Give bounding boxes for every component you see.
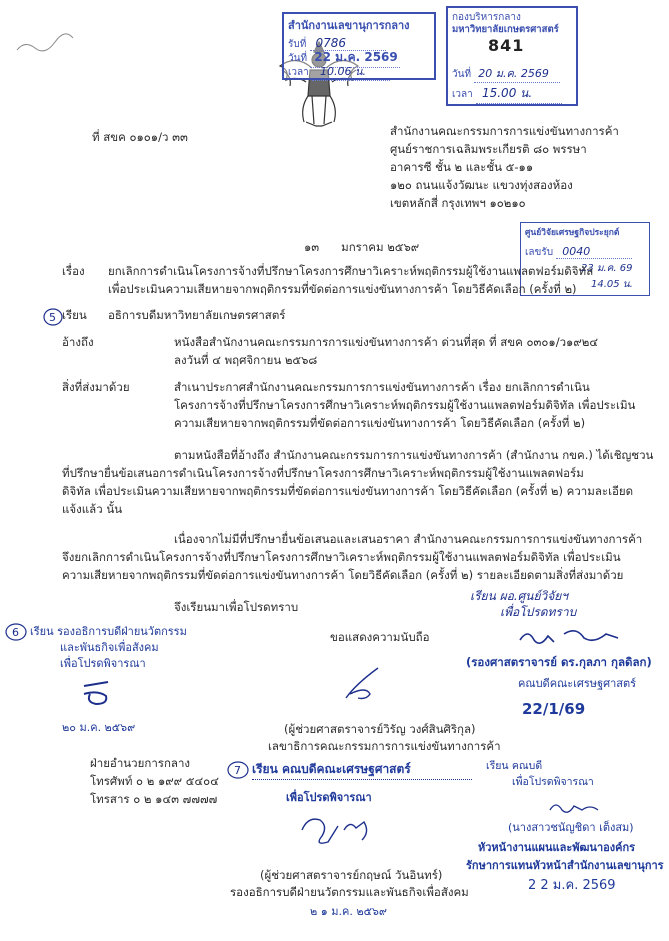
paragraph-1-line-4: แจ้งแล้ว นั้น [62,502,123,516]
circled-number-7-icon [226,760,250,780]
circled-number-5-icon [42,306,64,328]
to-label: เรียน [62,308,87,322]
initials-signature-icon [78,676,118,710]
stamp-date: 20 ม.ค. 2569 [474,64,560,83]
handwritten-note-research-director: เรียน ผอ.ศูนย์วิจัยฯ เพื่อโปรดทราบ [470,589,577,619]
admin-signature-icon [546,796,606,818]
received-stamp-admin-division [446,6,578,106]
stamp-time: 10.06 น. [312,62,390,81]
stamp-receive-no: 0786 [310,36,386,51]
vp-signature-icon [298,806,388,850]
dean-title: คณบดีคณะเศรษฐศาสตร์ [518,677,637,690]
subject-label: เรื่อง [62,264,85,278]
vp-to-dean-note: เรียน คณบดีคณะเศรษฐศาสตร์ [252,760,472,780]
paragraph-1-line-1: ตามหนังสือที่อ้างถึง สำนักงานคณะกรรมการการแข่งขันทางการค้า (สำนักงาน กขค.) ได้เชิญชวน [174,448,654,462]
paragraph-1-line-2: ที่ปรึกษายื่นข้อเสนอการดำเนินโครงการจ้างที่ปรึกษาโครงการศึกษาวิเคราะห์พฤติกรรมผู้ใช้งานแพลตฟอร์ม [62,466,584,480]
vp-date: ๒ ๑ ม.ค. ๒๕๖๙ [310,905,387,918]
vp-name: (ผู้ช่วยศาสตราจารย์กฤษณ์ วันอินทร์) [260,868,443,882]
reference-line-2: ลงวันที่ ๔ พฤศจิกายน ๒๕๖๘ [174,353,318,367]
stamp-title: กองบริหารกลาง [452,12,521,23]
admin-title-2: รักษาการแทนหัวหน้าสำนักงานเลขานุการ [466,859,664,872]
stamp-date: 23 ม.ค. 69 [581,263,633,274]
paragraph-2-line-3: ความเสียหายจากพฤติกรรมที่ขัดต่อการแข่งขันทางการค้า โดยวิธีคัดเลือก (ครั้งที่ ๒) รายละเอียดตามสิ่งที่ส่งมาด้วย [62,568,624,582]
subject-line-1: ยกเลิกการดำเนินโครงการจ้างที่ปรึกษาโครงการศึกษาวิเคราะห์พฤติกรรมผู้ใช้งานแพลตฟอร์มดิจิทัล [108,264,594,278]
enclosure-line-2: โครงการจ้างที่ปรึกษาโครงการศึกษาวิเคราะห์พฤติกรรมผู้ใช้งานแพลตฟอร์มดิจิทัล เพื่อประเมิน [174,398,636,412]
circled-number-6-icon [4,622,28,642]
stamp-receive-row: รับที่ 0786 [288,36,386,52]
vp-routing-date: ๒๐ ม.ค. ๒๕๖๙ [62,721,136,734]
closing-line: จึงเรียนมาเพื่อโปรดทราบ [174,600,299,614]
stamp-title: สำนักงานเลขานุการกลาง [288,19,410,32]
vp-purpose: เพื่อโปรดพิจารณา [286,791,372,804]
admin-routing-note: เรียน คณบดี เพื่อโปรดพิจารณา [486,760,594,788]
stamp-time: 15.00 น. [476,84,562,104]
admin-name: (นางสาวชนัญชิดา เต็งสม) [508,821,634,834]
reference-line-1: หนังสือสำนักงานคณะกรรมการการแข่งขันทางการค้า ด่วนที่สุด ที่ สขค ๐๓๐๑/ว๑๙๒๔ [174,335,599,349]
office-address: สำนักงานคณะกรรมการการแข่งขันทางการค้า ศูนย์ราชการเฉลิมพระเกียรติ ๘๐ พรรษา อาคารซี ชั้น ๒ และชั้น ๕-๑๑ ๑๒๐ ถนนแจ้งวัฒนะ แขวงทุ่งสองห้อง เขตหลักสี่ กรุงเทพฯ ๑๐๒๑๐ [390,124,619,210]
received-stamp-central-office [282,12,436,80]
dean-signature-icon [514,622,624,652]
dean-name: (รองศาสตราจารย์ ดร.กุลภา กุลดิลก) [466,655,652,669]
stamp-subtitle: มหาวิทยาลัยเกษตรศาสตร์ [452,24,559,35]
letter-date: ๑๓ มกราคม ๒๕๖๙ [304,240,420,254]
svg-text:6: 6 [12,626,19,639]
fax-number: โทรสาร ๐ ๒ ๑๔๓ ๗๗๗๗ [90,792,218,806]
secretary-general-signature-icon [336,664,392,708]
paragraph-1-line-3: ดิจิทัล เพื่อประเมินความเสียหายจากพฤติกรรมที่ขัดต่อการแข่งขันทางการค้า โดยวิธีคัดเลือก (ครั้งที่ ๒) ความละเอียด [62,484,634,498]
enclosure-line-3: ความเสียหายจากพฤติกรรมที่ขัดต่อการแข่งขันทางการค้า โดยวิธีคัดเลือก (ครั้งที่ ๒) [174,416,586,430]
admin-title-1: หัวหน้างานแผนและพัฒนาองค์กร [478,841,636,854]
to-recipient: อธิการบดีมหาวิทยาลัยเกษตรศาสตร์ [108,308,286,322]
scribble-mark [15,30,75,55]
svg-text:5: 5 [49,311,56,324]
stamp-time-row: เวลา 15.00 น. [452,84,562,104]
department-name: ฝ่ายอำนวยการกลาง [90,756,191,770]
paragraph-2-line-2: จึงยกเลิกการดำเนินโครงการจ้างที่ปรึกษาโครงการศึกษาวิเคราะห์พฤติกรรมผู้ใช้งานแพลตฟอร์มดิจิทัล เพื่อประเมิน [62,550,621,564]
stamp-receive-no: 0040 [556,245,632,259]
stamp-title: ศูนย์วิจัยเศรษฐกิจประยุกต์ [525,228,620,238]
regards-text: ขอแสดงความนับถือ [330,630,430,644]
enclosure-line-1: สำเนาประกาศสำนักงานคณะกรรมการการแข่งขันทางการค้า เรื่อง ยกเลิกการดำเนิน [174,380,590,394]
reference-label: อ้างถึง [62,335,94,349]
stamp-receive-row: เลขรับ 0040 [525,245,632,260]
dean-date: 22/1/69 [522,700,586,718]
reference-number: ที่ สขค ๐๑๐๑/ว ๓๓ [92,130,188,144]
phone-number: โทรศัพท์ ๐ ๒ ๑๙๙ ๕๔๐๔ [90,774,219,788]
stamp-time: 14.05 น. [591,279,633,290]
stamp-date: 22 ม.ค. 2569 [310,48,400,68]
vp-title: รองอธิการบดีฝ่ายนวัตกรรมและพันธกิจเพื่อสังคม [230,885,469,899]
stamp-date-row: วันที่ 22 ม.ค. 2569 [288,48,400,68]
signer-title: เลขาธิการคณะกรรมการการแข่งขันทางการค้า [268,739,501,753]
enclosure-label: สิ่งที่ส่งมาด้วย [62,380,130,394]
vp-routing-note: เรียน รองอธิการบดีฝ่ายนวัตกรรม และพันธกิจเพื่อสังคม เพื่อโปรดพิจารณา [30,625,187,670]
paragraph-2-line-1: เนื่องจากไม่มีที่ปรึกษายื่นข้อเสนอและเสนอราคา สำนักงานคณะกรรมการการแข่งขันทางการค้า [174,532,643,546]
signer-name: (ผู้ช่วยศาสตราจารย์วิรัญ วงศ์สินศิริกุล) [284,722,476,736]
admin-date: 2 2 ม.ค. 2569 [528,878,616,893]
stamp-receive-no: 841 [488,36,525,55]
stamp-time-row: เวลา 10.06 น. [288,62,390,81]
subject-line-2: เพื่อประเมินความเสียหายจากพฤติกรรมที่ขัดต่อการแข่งขันทางการค้า โดยวิธีคัดเลือก (ครั้งที่ ๒) [108,282,577,296]
svg-text:7: 7 [234,764,241,777]
stamp-date-row: วันที่ 20 ม.ค. 2569 [452,64,560,83]
